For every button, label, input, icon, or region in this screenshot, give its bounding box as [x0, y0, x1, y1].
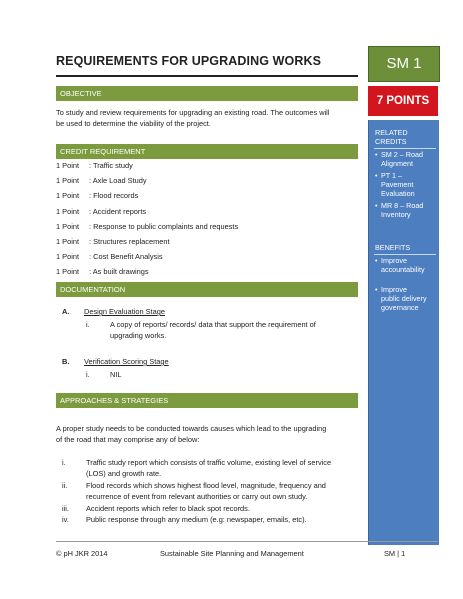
- objective-line: To study and review requirements for upgrading an existing road. The outcomes will: [56, 108, 330, 117]
- related-credit-sm2[interactable]: [375, 150, 437, 168]
- sidebar-divider: [374, 254, 436, 255]
- design-evaluation-item: [86, 320, 344, 342]
- related-credit-line: PT 1 –: [381, 171, 403, 180]
- bullet-icon: •: [375, 150, 378, 159]
- sidebar-divider: [374, 148, 436, 149]
- related-credit-line: Pavement: [381, 180, 414, 189]
- related-credits-heading: RELATED: [375, 128, 408, 137]
- item-number: iv.: [62, 515, 69, 524]
- credit-item: [56, 252, 163, 261]
- credit-text: Traffic study: [92, 161, 133, 170]
- credit-text: Axle Load Study: [92, 176, 147, 185]
- objective-line: be used to determine the viability of the project.: [56, 118, 211, 128]
- related-credit-line: MR 8 – Road: [381, 201, 424, 210]
- item-number: i.: [86, 370, 90, 379]
- benefit-line: Improve: [381, 256, 407, 265]
- item-line: NIL: [110, 370, 122, 379]
- section-credit-header: CREDIT REQUIREMENT: [56, 144, 358, 159]
- item-line: (LOS) and growth rate.: [86, 468, 162, 478]
- bullet-icon: •: [375, 201, 378, 210]
- benefits-heading: BENEFITS: [375, 243, 411, 252]
- credit-item: [56, 222, 238, 231]
- benefit-accountability: [375, 256, 437, 274]
- sidebar-panel: [368, 120, 439, 545]
- credit-separator: :: [89, 161, 92, 170]
- footer-copyright: © pH JKR 2014: [56, 549, 108, 558]
- related-credit-pt1[interactable]: [375, 171, 437, 198]
- design-evaluation-stage: [62, 307, 165, 316]
- credit-points: 1 Point: [56, 161, 80, 170]
- footer-divider: [56, 541, 438, 542]
- item-line: Flood records which shows highest flood level, magnitude, frequency and: [86, 481, 326, 490]
- points-badge: 7 POINTS: [368, 86, 438, 116]
- credit-item: [56, 191, 138, 200]
- item-number: i.: [86, 320, 90, 329]
- approach-item: [62, 458, 358, 480]
- approaches-intro: [56, 424, 358, 445]
- stage-letter: B.: [62, 357, 70, 366]
- credit-separator: :: [89, 176, 92, 185]
- approaches-intro-line: A proper study needs to be conducted towards causes which lead to the upgrading: [56, 424, 327, 433]
- credit-points: 1 Point: [56, 267, 80, 276]
- credit-text: As built drawings: [92, 267, 149, 276]
- credit-item: [56, 176, 147, 185]
- related-credit-line: Inventory: [381, 210, 411, 219]
- stage-label: Verification Scoring Stage: [84, 357, 169, 366]
- title-underline: [56, 75, 358, 77]
- item-line: Traffic study report which consists of traffic volume, existing level of service: [86, 458, 332, 467]
- credit-separator: :: [89, 252, 92, 261]
- related-credit-line: SM 2 – Road: [381, 150, 423, 159]
- credit-separator: :: [89, 191, 92, 200]
- footer-page-number: SM | 1: [384, 549, 406, 558]
- credit-points: 1 Point: [56, 222, 80, 231]
- item-line: upgrading works.: [110, 330, 167, 340]
- credit-separator: :: [89, 237, 92, 246]
- related-credits-heading-2: CREDITS: [375, 137, 407, 146]
- verification-scoring-item: [86, 370, 344, 381]
- stage-label: Design Evaluation Stage: [84, 307, 165, 316]
- credit-points: 1 Point: [56, 237, 80, 246]
- credit-separator: :: [89, 207, 92, 216]
- credit-item: [56, 237, 170, 246]
- stage-letter: A.: [62, 307, 70, 316]
- objective-text: [56, 108, 358, 129]
- credit-points: 1 Point: [56, 252, 80, 261]
- approach-item: [62, 504, 358, 515]
- credit-item: [56, 207, 146, 216]
- credit-text: Cost Benefit Analysis: [93, 252, 163, 261]
- item-number: i.: [62, 458, 66, 467]
- credit-points: 1 Point: [56, 207, 80, 216]
- bullet-icon: •: [375, 285, 378, 294]
- credit-text: Structures replacement: [93, 237, 170, 246]
- item-number: ii.: [62, 481, 68, 490]
- bullet-icon: •: [375, 256, 378, 265]
- section-approaches-header: APPROACHES & STRATEGIES: [56, 393, 358, 408]
- credit-separator: :: [89, 267, 92, 276]
- credit-points: 1 Point: [56, 191, 80, 200]
- approach-item: [62, 481, 358, 503]
- credit-separator: :: [89, 222, 92, 231]
- related-credit-mr8[interactable]: [375, 201, 437, 219]
- item-number: iii.: [62, 504, 69, 513]
- item-line: A copy of reports/ records/ data that support the requirement of: [110, 320, 316, 329]
- approaches-intro-line: of the road that may comprise any of below:: [56, 434, 200, 444]
- benefit-line: public delivery: [381, 294, 427, 303]
- item-line: recurrence of event from relevant authorities or carry out own study.: [86, 491, 308, 501]
- credit-points: 1 Point: [56, 176, 80, 185]
- item-line: Public response through any medium (e.g: newspaper, emails, etc).: [86, 515, 307, 524]
- verification-scoring-stage: [62, 357, 169, 366]
- benefit-governance: [375, 285, 437, 312]
- bullet-icon: •: [375, 171, 378, 180]
- credit-code-badge: SM 1: [368, 46, 440, 82]
- credit-item: [56, 161, 133, 170]
- item-line: Accident reports which refer to black spot records.: [86, 504, 250, 513]
- benefit-line: Improve: [381, 285, 407, 294]
- section-objective-header: OBJECTIVE: [56, 86, 358, 101]
- section-documentation-header: DOCUMENTATION: [56, 282, 358, 297]
- related-credit-line: Evaluation: [381, 189, 415, 198]
- related-credit-line: Alignment: [381, 159, 413, 168]
- benefit-line: accountability: [381, 265, 425, 274]
- footer-section-title: Sustainable Site Planning and Management: [160, 549, 304, 558]
- benefit-line: governance: [381, 303, 419, 312]
- credit-text: Flood records: [93, 191, 139, 200]
- credit-text: Response to public complaints and requests: [93, 222, 239, 231]
- credit-text: Accident reports: [92, 207, 147, 216]
- approach-item: [62, 515, 358, 526]
- page-title: REQUIREMENTS FOR UPGRADING WORKS: [56, 54, 322, 68]
- credit-item: [56, 267, 149, 276]
